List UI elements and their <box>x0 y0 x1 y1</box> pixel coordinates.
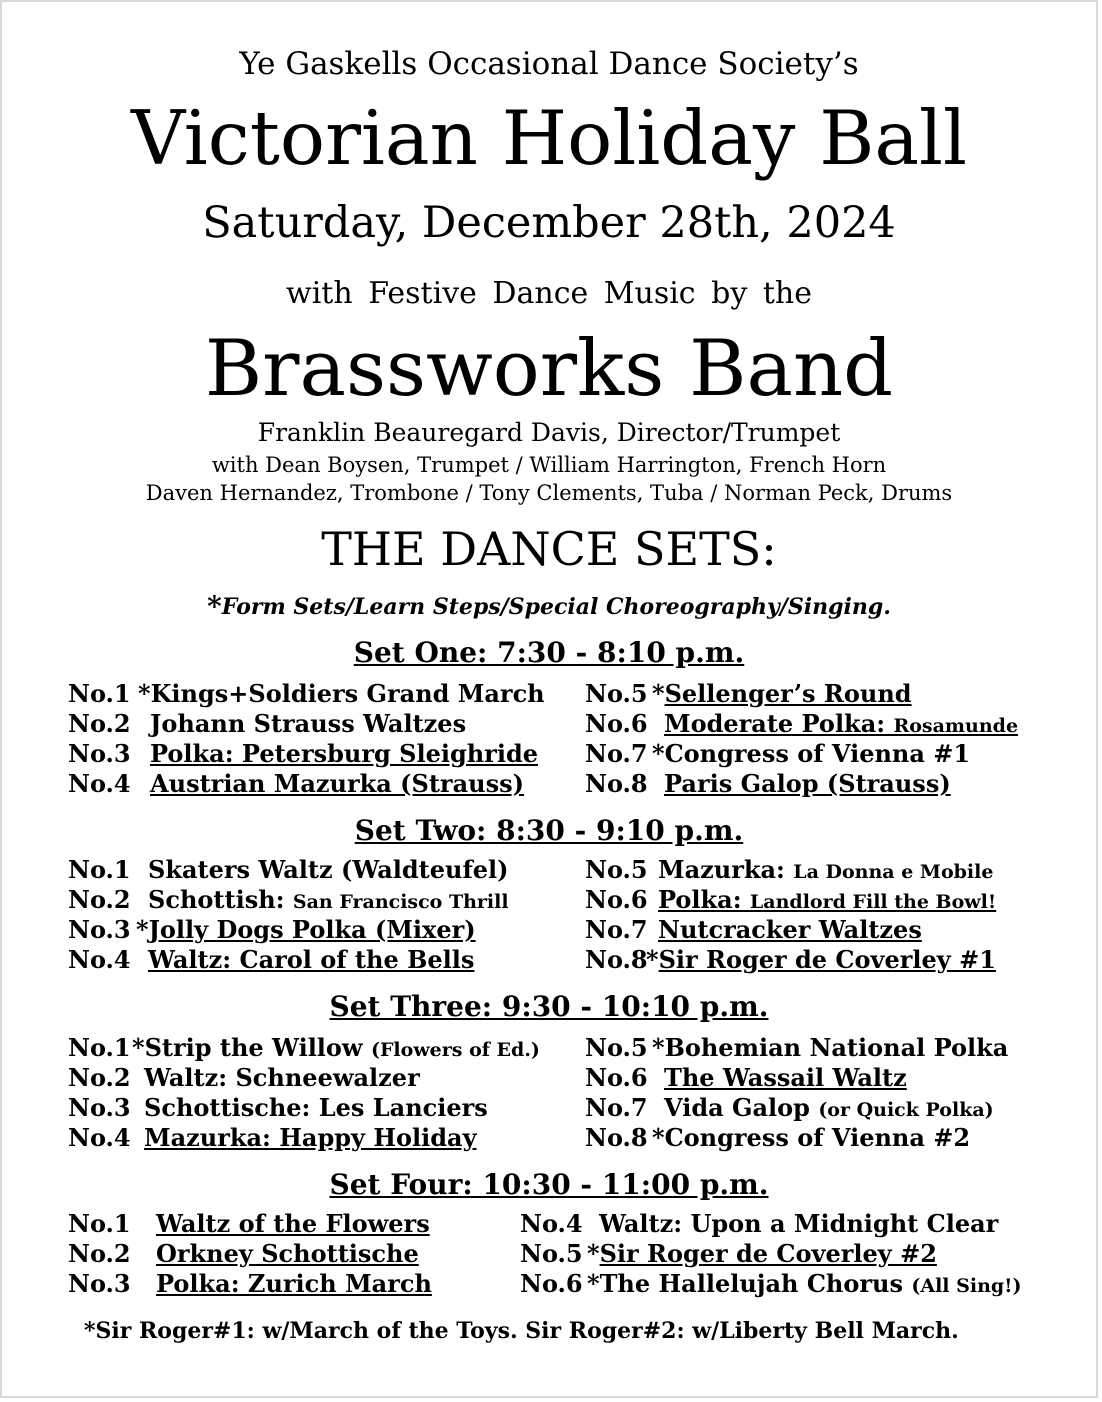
dance-name: Jolly Dogs Polka (Mixer) <box>148 915 476 944</box>
dance-name: Polka: Landlord Fill the Bowl! <box>658 885 997 914</box>
band-members-line-1: with Dean Boysen, Trumpet / William Harrington, French Horn <box>211 453 887 477</box>
dance-number: No.1 <box>68 1033 131 1062</box>
dance-title <box>156 1209 430 1239</box>
band-director: Franklin Beauregard Davis, Director/Trumpet <box>257 418 841 447</box>
dance-number: No.2 <box>68 709 131 738</box>
dance-name: Sellenger’s Round <box>664 679 912 708</box>
set-title: Set Two: 8:30 - 9:10 p.m. <box>354 814 744 847</box>
dance-number: No.3 <box>68 739 131 768</box>
dance-item <box>68 1269 432 1299</box>
dance-item <box>68 679 545 709</box>
dance-name: Congress of Vienna #2 <box>664 1123 971 1152</box>
dance-title <box>664 769 951 799</box>
dance-item <box>585 679 912 709</box>
dance-title <box>658 885 996 917</box>
dance-title <box>136 915 476 945</box>
band-name: Brassworks Band <box>204 324 894 414</box>
dance-title <box>599 1209 998 1239</box>
dance-name: Austrian Mazurka (Strauss) <box>150 769 524 798</box>
dance-subtitle: (Flowers of Ed.) <box>370 1039 540 1061</box>
dance-title <box>664 1063 907 1093</box>
dance-item <box>585 1033 1009 1063</box>
dance-name: Waltz of the Flowers <box>156 1209 430 1238</box>
dance-name: Waltz: Carol of the Bells <box>148 945 475 974</box>
dance-number: No.1 <box>68 1209 131 1238</box>
dance-item <box>68 945 475 975</box>
dance-title <box>664 1093 994 1125</box>
dance-number: No.2 <box>68 1063 131 1092</box>
dance-title <box>156 1269 432 1299</box>
special-star: * <box>652 1033 665 1062</box>
dance-name: Johann Strauss Waltzes <box>150 709 467 738</box>
dance-item <box>585 739 971 769</box>
dance-item <box>68 1123 477 1153</box>
dance-title <box>587 1239 937 1269</box>
dance-name: Moderate Polka: Rosamunde <box>664 709 1019 738</box>
dance-item <box>585 885 997 915</box>
dance-name: The Hallelujah Chorus (All Sing!) <box>599 1269 1022 1298</box>
dance-item <box>585 1063 907 1093</box>
footer-note: *Sir Roger#1: w/March of the Toys. Sir Roger#2: w/Liberty Bell March. <box>84 1318 959 1344</box>
dance-item <box>68 1033 540 1063</box>
dance-title <box>652 739 970 769</box>
dance-subtitle: (or Quick Polka) <box>818 1099 994 1121</box>
dance-name: Polka: Petersburg Sleighride <box>150 739 538 768</box>
dance-item <box>585 855 994 885</box>
dance-subtitle: La Donna e Mobile <box>793 861 994 883</box>
dance-title <box>652 1033 1008 1063</box>
dance-name: Kings+Soldiers Grand March <box>150 679 545 708</box>
dance-name: Skaters Waltz (Waldteufel) <box>148 855 509 884</box>
dance-name: Schottish: San Francisco Thrill <box>148 885 509 914</box>
dance-title <box>664 709 1018 741</box>
dance-number: No.2 <box>68 1239 131 1268</box>
set-title: Set Three: 9:30 - 10:10 p.m. <box>329 990 769 1023</box>
dance-item <box>585 769 951 799</box>
dance-item <box>585 1123 971 1153</box>
dance-title <box>150 739 538 769</box>
dance-subtitle: (All Sing!) <box>911 1275 1022 1297</box>
dance-name: Sir Roger de Coverley #1 <box>658 945 996 974</box>
dance-title <box>132 1033 540 1065</box>
event-date: Saturday, December 28th, 2024 <box>202 198 896 248</box>
dance-name: Vida Galop (or Quick Polka) <box>664 1093 994 1122</box>
dance-item <box>585 1093 994 1123</box>
dance-number: No.6 <box>585 885 648 914</box>
dance-title <box>658 855 993 887</box>
set-title: Set One: 7:30 - 8:10 p.m. <box>353 636 745 669</box>
dance-name: Waltz: Schneewalzer <box>144 1063 420 1092</box>
dance-number: No.1 <box>68 855 131 884</box>
dance-subtitle: Rosamunde <box>893 715 1019 737</box>
special-star: * <box>587 1269 600 1298</box>
dance-number: No.5 <box>585 1033 648 1062</box>
dance-item <box>68 1239 419 1269</box>
dance-number: No.4 <box>68 945 131 974</box>
dance-sets-heading: THE DANCE SETS: <box>321 522 777 576</box>
dance-item <box>520 1209 999 1239</box>
music-by-line: with Festive Dance Music by the <box>286 276 812 311</box>
legend-text: Form Sets/Learn Steps/Special Choreography/Singing. <box>221 594 891 620</box>
dance-item <box>68 769 524 799</box>
dance-number: No.5 <box>585 679 648 708</box>
dance-item <box>585 709 1019 739</box>
dance-number: No.6 <box>585 1063 648 1092</box>
dance-title <box>144 1063 420 1093</box>
dance-title <box>138 679 545 709</box>
dance-name: Strip the Willow (Flowers of Ed.) <box>144 1033 540 1062</box>
dance-title <box>150 709 466 739</box>
dance-item <box>68 1063 420 1093</box>
dance-name: The Wassail Waltz <box>664 1063 907 1092</box>
dance-number: No.7 <box>585 739 648 768</box>
special-star: * <box>587 1239 600 1268</box>
dance-title <box>652 1123 970 1153</box>
dance-number: No.7 <box>585 1093 648 1122</box>
dance-item <box>520 1269 1022 1299</box>
dance-subtitle: San Francisco Thrill <box>292 891 509 913</box>
dance-item <box>520 1239 937 1269</box>
dance-name: Mazurka: Happy Holiday <box>144 1123 477 1152</box>
dance-number: No.3 <box>68 1269 131 1298</box>
dance-name: Congress of Vienna #1 <box>664 739 971 768</box>
dance-name: Bohemian National Polka <box>664 1033 1009 1062</box>
legend-star: * <box>207 590 222 623</box>
dance-title <box>148 885 509 917</box>
dance-title <box>646 945 996 975</box>
dance-number: No.3 <box>68 915 131 944</box>
special-star: * <box>132 1033 145 1062</box>
dance-title <box>148 855 509 885</box>
dance-number: No.7 <box>585 915 648 944</box>
dance-name: Orkney Schottische <box>156 1239 419 1268</box>
dance-item <box>68 709 467 739</box>
dance-number: No.8 <box>585 1123 648 1152</box>
dance-number: No.2 <box>68 885 131 914</box>
dance-name: Waltz: Upon a Midnight Clear <box>599 1209 999 1238</box>
dance-title <box>652 679 912 709</box>
dance-item <box>585 945 996 975</box>
dance-item <box>68 915 476 945</box>
special-star: * <box>652 739 665 768</box>
dance-number: No.1 <box>68 679 131 708</box>
dance-name: Sir Roger de Coverley #2 <box>599 1239 937 1268</box>
dance-item <box>68 855 509 885</box>
dance-name: Nutcracker Waltzes <box>658 915 922 944</box>
society-name: Ye Gaskells Occasional Dance Society’s <box>239 46 859 82</box>
special-star: * <box>138 679 151 708</box>
dance-title <box>156 1239 419 1269</box>
special-star: * <box>646 945 659 974</box>
dance-item <box>68 1093 488 1123</box>
band-members-line-2: Daven Hernandez, Trombone / Tony Clements, Tuba / Norman Peck, Drums <box>145 481 953 505</box>
dance-title <box>144 1093 488 1123</box>
dance-item <box>68 885 509 915</box>
dance-name: Schottische: Les Lanciers <box>144 1093 488 1122</box>
special-star: * <box>136 915 149 944</box>
dance-number: No.5 <box>585 855 648 884</box>
dance-number: No.4 <box>520 1209 583 1238</box>
dance-name: Polka: Zurich March <box>156 1269 432 1298</box>
dance-number: No.8 <box>585 945 648 974</box>
dance-number: No.4 <box>68 769 131 798</box>
dance-title <box>150 769 524 799</box>
dance-number: No.3 <box>68 1093 131 1122</box>
dance-item <box>585 915 922 945</box>
dance-number: No.6 <box>585 709 648 738</box>
special-star: * <box>652 1123 665 1152</box>
dance-title <box>587 1269 1022 1301</box>
special-star: * <box>652 679 665 708</box>
dance-number: No.4 <box>68 1123 131 1152</box>
dance-title <box>144 1123 477 1153</box>
set-title: Set Four: 10:30 - 11:00 p.m. <box>329 1168 769 1201</box>
dance-subtitle: Landlord Fill the Bowl! <box>749 891 997 913</box>
dance-title <box>658 915 922 945</box>
dance-name: Mazurka: La Donna e Mobile <box>658 855 994 884</box>
event-title: Victorian Holiday Ball <box>130 94 968 182</box>
dance-item <box>68 739 538 769</box>
dance-number: No.5 <box>520 1239 583 1268</box>
dance-number: No.6 <box>520 1269 583 1298</box>
legend-note <box>2 590 1096 623</box>
dance-item <box>68 1209 430 1239</box>
dance-name: Paris Galop (Strauss) <box>664 769 951 798</box>
dance-title <box>148 945 474 975</box>
dance-number: No.8 <box>585 769 648 798</box>
